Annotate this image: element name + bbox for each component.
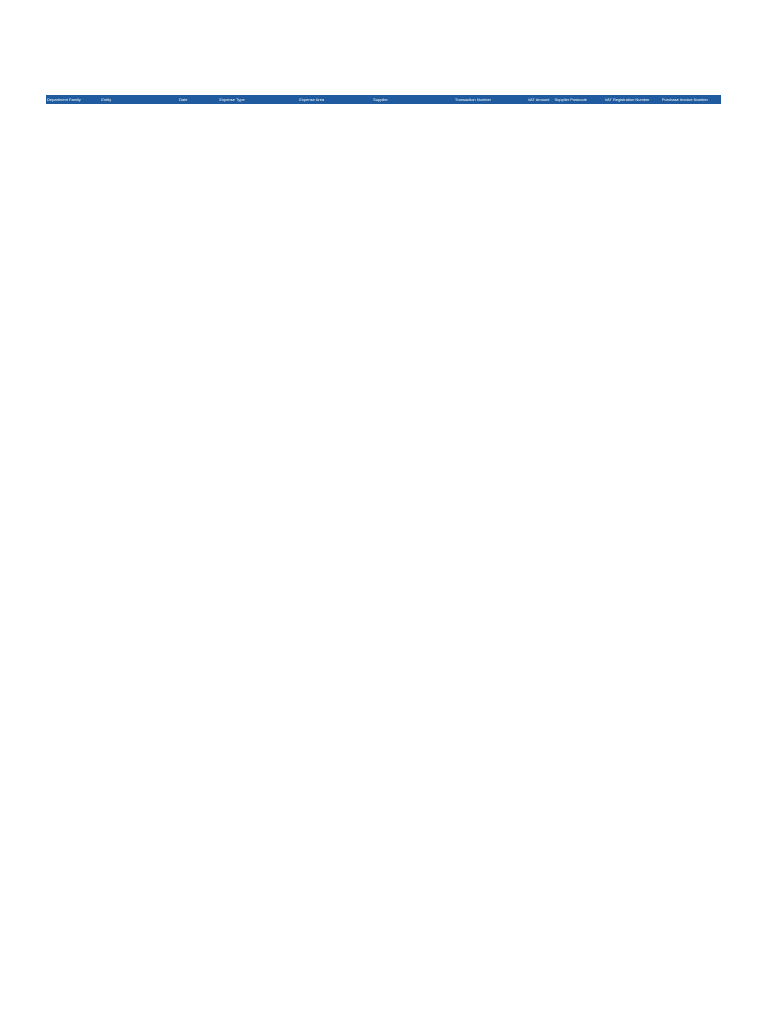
col-header: Expense Type [219,97,245,102]
header-row [46,95,721,104]
col-header: Expense Area [299,97,325,102]
col-header: VAT Amount [527,97,550,102]
col-header: Purchase Invoice Number [661,97,708,102]
col-header: Supplier Postcode [554,97,587,102]
col-header: Entity [101,97,112,102]
col-header: VAT Registration Number [604,97,650,102]
col-header: Transaction Number [454,97,491,102]
col-header: Date [179,97,188,102]
col-header: Department Family [47,97,81,102]
col-header: Supplier [373,97,388,102]
spreadsheet [46,95,721,104]
